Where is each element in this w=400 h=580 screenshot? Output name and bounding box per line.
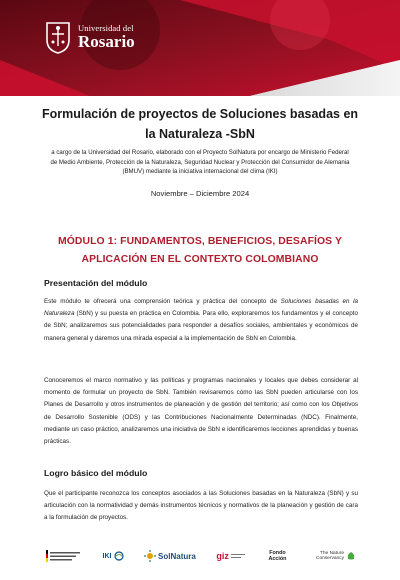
giz-logo-label: giz	[216, 551, 229, 561]
presentation-paragraph-2: Conoceremos el marco normativo y las políticas y programas nacionales y locales que debes considerar al momento de formular un proyecto de SbN. También revisaremos cómo las SbN pueden articularse con los Planes de Desarrollo y otros instrumentos de planeación y de gestión del territorio; así como con los Objetivos de Desarrollo Sostenible (ODS) y las Contribuciones Nacionalmente Determinadas (NDC). Finalmente, mediante un caso práctico, analizaremos una iniciativa de SbN e identificaremos lecciones aprendidas y buenas prácticas.	[44, 377, 358, 446]
document-title: Formulación de proyectos de Soluciones basadas en la Naturaleza -SbN	[41, 107, 359, 141]
presentation-p1-a: Este módulo te ofrecerá una comprensión teórica y práctica del concepto de	[44, 298, 281, 305]
achievement-paragraph: Que el participante reconozca los conceptos asociados a las Soluciones basadas en la Naturaleza (SbN) y su articulación con la normatividad y demás instrumentos técnicos y normativos de la planeación y gestión de cara a la formulación de proyectos.	[44, 490, 358, 522]
module-title: MÓDULO 1: FUNDAMENTOS, BENEFICIOS, DESAFÍOS Y APLICACIÓN EN EL CONTEXTO COLOMBIANO	[57, 236, 343, 265]
nature-conservancy-logo-icon	[310, 551, 356, 562]
footer-logos	[46, 548, 356, 564]
presentation-paragraph-1	[44, 296, 358, 345]
fondo-accion-logo-icon	[265, 550, 289, 562]
giz-logo-icon	[216, 551, 245, 561]
bmuv-logo-icon	[46, 549, 82, 563]
achievement-heading: Logro básico del módulo	[44, 468, 148, 478]
document-date: Noviembre – Diciembre 2024	[150, 189, 250, 198]
solnatura-logo-label: SolNatura	[158, 551, 196, 561]
rosario-seal-icon	[44, 20, 72, 54]
iki-logo-icon	[103, 551, 124, 561]
document-subtitle: a cargo de la Universidad del Rosario, elaborado con el Proyecto SolNatura por encargo de Ministerio Federal de Medio Ambiente, Protección de la Naturaleza, Seguridad Nuclear y Protección del Consumidor de Alemania (BMUV) mediante la iniciativa internacional del clima (IKI)	[50, 149, 350, 176]
presentation-heading: Presentación del módulo	[44, 278, 148, 288]
logo-line1: Universidad del	[78, 22, 134, 33]
solnatura-logo-icon	[144, 550, 196, 562]
iki-logo-label: IKI	[102, 552, 112, 560]
logo-line2: Rosario	[78, 32, 135, 52]
presentation-p1-em: Soluciones basadas en la Naturaleza	[44, 298, 359, 318]
presentation-p1-b: (SbN) y su puesta en práctica en Colombia. Para ello, exploraremos los fundamentos y el concepto de SbN; analizaremos sus potencialidades para responder a desafíos sociales, ambientales y económicos de manera general y daremos una mirada especial a la implementación de SbN en Colombia.	[44, 310, 358, 342]
fondo-accion-logo-label: Fondo Acción	[268, 550, 287, 562]
nature-conservancy-logo-label: The Nature Conservancy	[315, 550, 344, 561]
university-logo[interactable]	[44, 20, 135, 54]
